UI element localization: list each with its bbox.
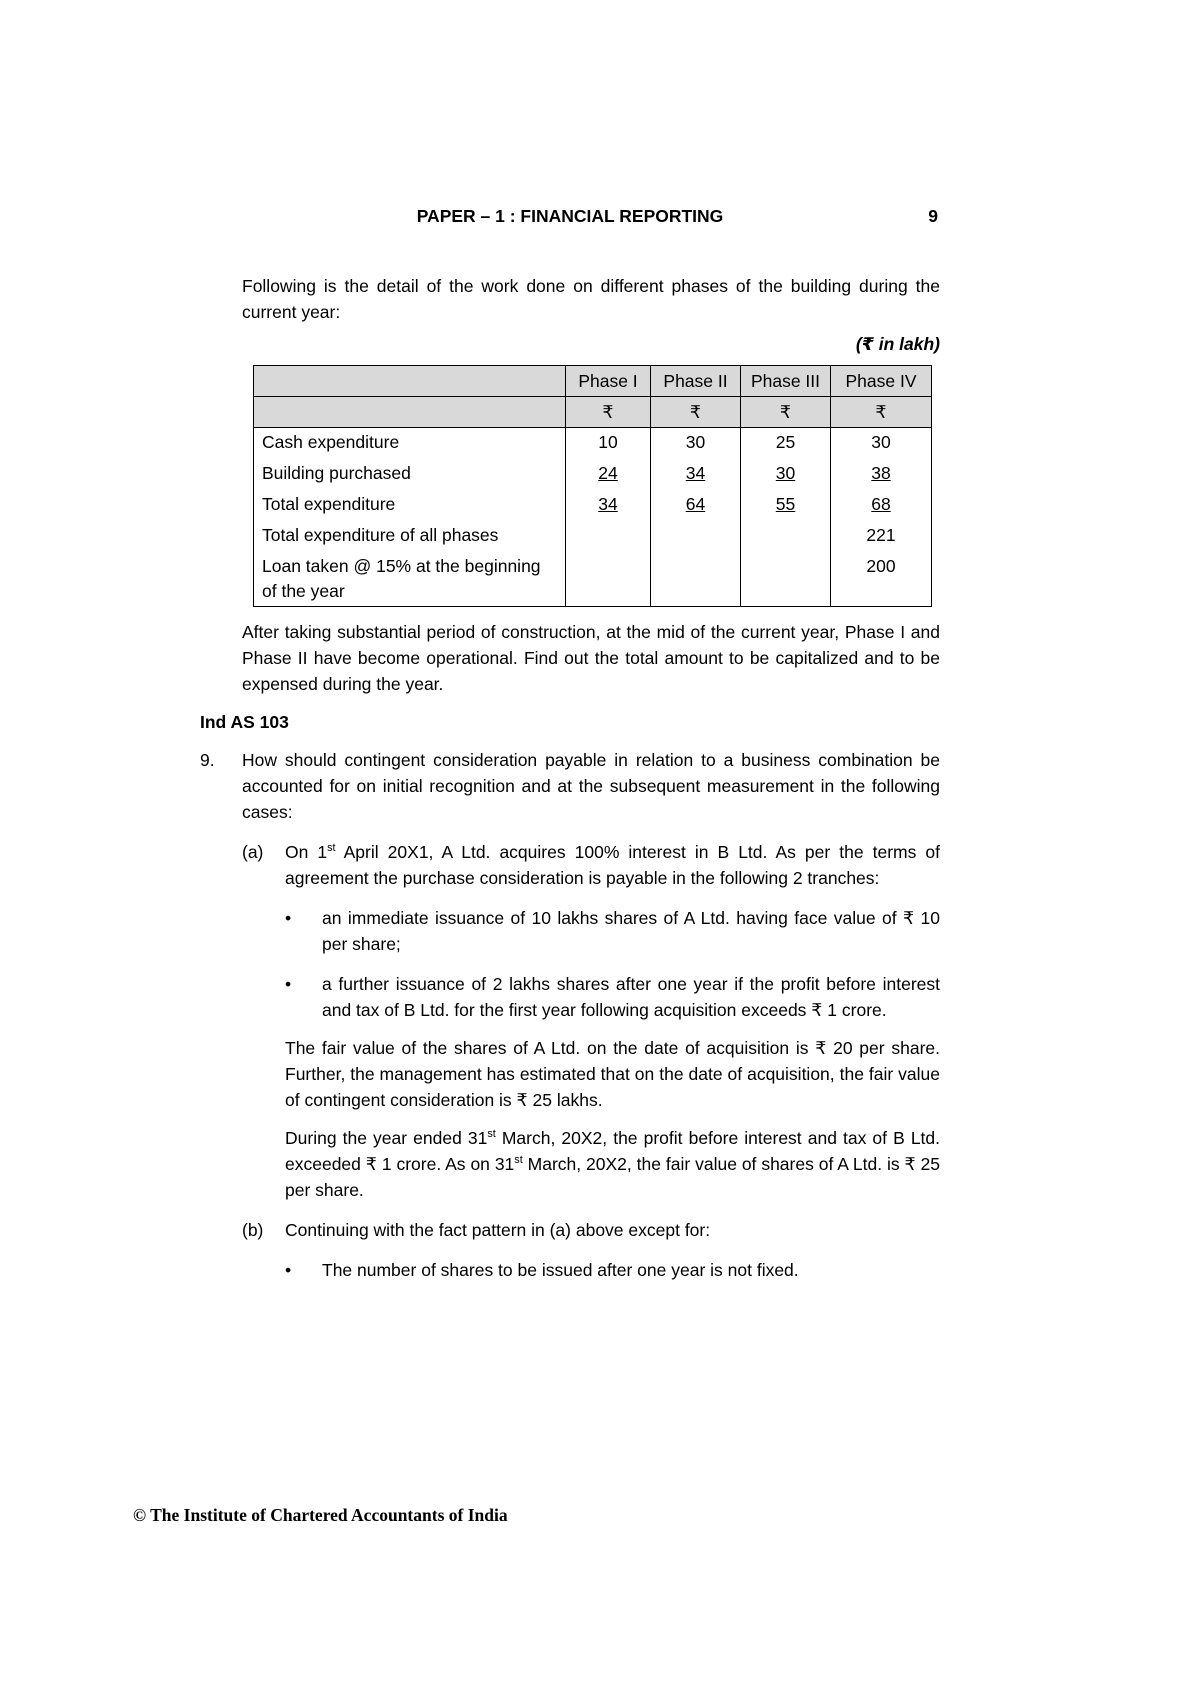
part-b <box>242 1217 940 1283</box>
cell-value: 55 <box>741 490 831 521</box>
corner-cell <box>254 397 566 428</box>
cell-value: 221 <box>831 521 932 552</box>
currency-symbol: ₹ <box>566 397 651 428</box>
closing-paragraph: After taking substantial period of construction, at the mid of the current year, Phase I and Phase II have become operational. Find out the total amount to be capitalized and to be expensed during the year. <box>242 621 940 694</box>
part-a-paragraph-2: During the year ended 31st March, 20X2, the profit before interest and tax of B Ltd. exceeded ₹ 1 crore. As on 31st March, 20X2, the fair value of shares of A Ltd. is ₹ 25 per share. <box>285 1127 941 1200</box>
row-label: Cash expenditure <box>254 428 566 459</box>
cell-value: 30 <box>741 459 831 490</box>
question-text: How should contingent consideration payable in relation to a business combination be accounted for on initial recognition and at the subsequent measurement in the following cases: <box>242 749 940 822</box>
cell-value: 64 <box>651 490 741 521</box>
bullet-marker: • <box>285 973 292 994</box>
part-a-body <box>285 839 940 1203</box>
row-label: Building purchased <box>254 459 566 490</box>
table-row <box>254 459 932 490</box>
bullet-text: an immediate issuance of 10 lakhs shares of A Ltd. having face value of ₹ 10 per share; <box>322 907 940 954</box>
intro-paragraph: Following is the detail of the work done on different phases of the building during the current year: <box>242 276 940 322</box>
page-header <box>200 203 940 229</box>
currency-symbol: ₹ <box>651 397 741 428</box>
part-b-body <box>285 1217 940 1283</box>
page-title: PAPER – 1 : FINANCIAL REPORTING <box>416 206 724 226</box>
column-header-phase-2: Phase II <box>651 366 741 397</box>
list-item <box>285 971 940 1023</box>
part-a-paragraph-1: The fair value of the shares of A Ltd. on the date of acquisition is ₹ 20 per share. Further, the management has estimated that on the date of acquisition, the fair value of contingent consideration is ₹ 25 lakhs. <box>285 1037 940 1110</box>
row-label: Total expenditure <box>254 490 566 521</box>
cell-value: 25 <box>741 428 831 459</box>
cell-value <box>566 521 651 552</box>
table-header-row <box>254 366 932 397</box>
row-label: Loan taken @ 15% at the beginning of the year <box>254 552 566 607</box>
list-item <box>285 1257 940 1283</box>
bullet-marker: • <box>285 1259 292 1280</box>
currency-symbol: ₹ <box>831 397 932 428</box>
cell-value <box>651 552 741 607</box>
cell-value: 10 <box>566 428 651 459</box>
part-b-marker: (b) <box>242 1219 264 1240</box>
question-9 <box>200 747 940 1283</box>
part-b-text: Continuing with the fact pattern in (a) above except for: <box>285 1219 711 1240</box>
cell-value: 34 <box>651 459 741 490</box>
bullet-text: The number of shares to be issued after one year is not fixed. <box>322 1259 799 1280</box>
question-number: 9. <box>200 749 215 770</box>
cell-value <box>741 552 831 607</box>
page-number: 9 <box>928 206 938 226</box>
cell-value <box>651 521 741 552</box>
table-row <box>254 490 932 521</box>
bullet-text: a further issuance of 2 lakhs shares after one year if the profit before interest and tax of B Ltd. for the first year following acquisition exceeds ₹ 1 crore. <box>322 973 940 1020</box>
list-item <box>285 905 940 957</box>
column-header-phase-3: Phase III <box>741 366 831 397</box>
cell-value: 68 <box>831 490 932 521</box>
cell-value: 30 <box>651 428 741 459</box>
part-a-text: On 1st April 20X1, A Ltd. acquires 100% interest in B Ltd. As per the terms of agreement the purchase consideration is payable in the following 2 tranches: <box>285 841 940 888</box>
corner-cell <box>254 366 566 397</box>
part-a <box>242 839 940 1203</box>
question-body <box>242 747 940 1283</box>
section-heading-ind-as-103: Ind AS 103 <box>200 711 289 732</box>
row-label: Total expenditure of all phases <box>254 521 566 552</box>
cell-value <box>741 521 831 552</box>
column-header-phase-1: Phase I <box>566 366 651 397</box>
page-content <box>200 203 940 1283</box>
table-currency-row <box>254 397 932 428</box>
phases-table <box>253 365 932 607</box>
cell-value: 38 <box>831 459 932 490</box>
cell-value: 24 <box>566 459 651 490</box>
cell-value <box>566 552 651 607</box>
part-a-marker: (a) <box>242 841 264 862</box>
bullet-marker: • <box>285 907 292 928</box>
cell-value: 34 <box>566 490 651 521</box>
footer-copyright: © The Institute of Chartered Accountants of India <box>133 1505 508 1525</box>
currency-symbol: ₹ <box>741 397 831 428</box>
column-header-phase-4: Phase IV <box>831 366 932 397</box>
cell-value: 30 <box>831 428 932 459</box>
table-row <box>254 552 932 607</box>
table-row <box>254 428 932 459</box>
cell-value: 200 <box>831 552 932 607</box>
currency-unit-label: (₹ in lakh) <box>855 334 940 354</box>
table-row <box>254 521 932 552</box>
